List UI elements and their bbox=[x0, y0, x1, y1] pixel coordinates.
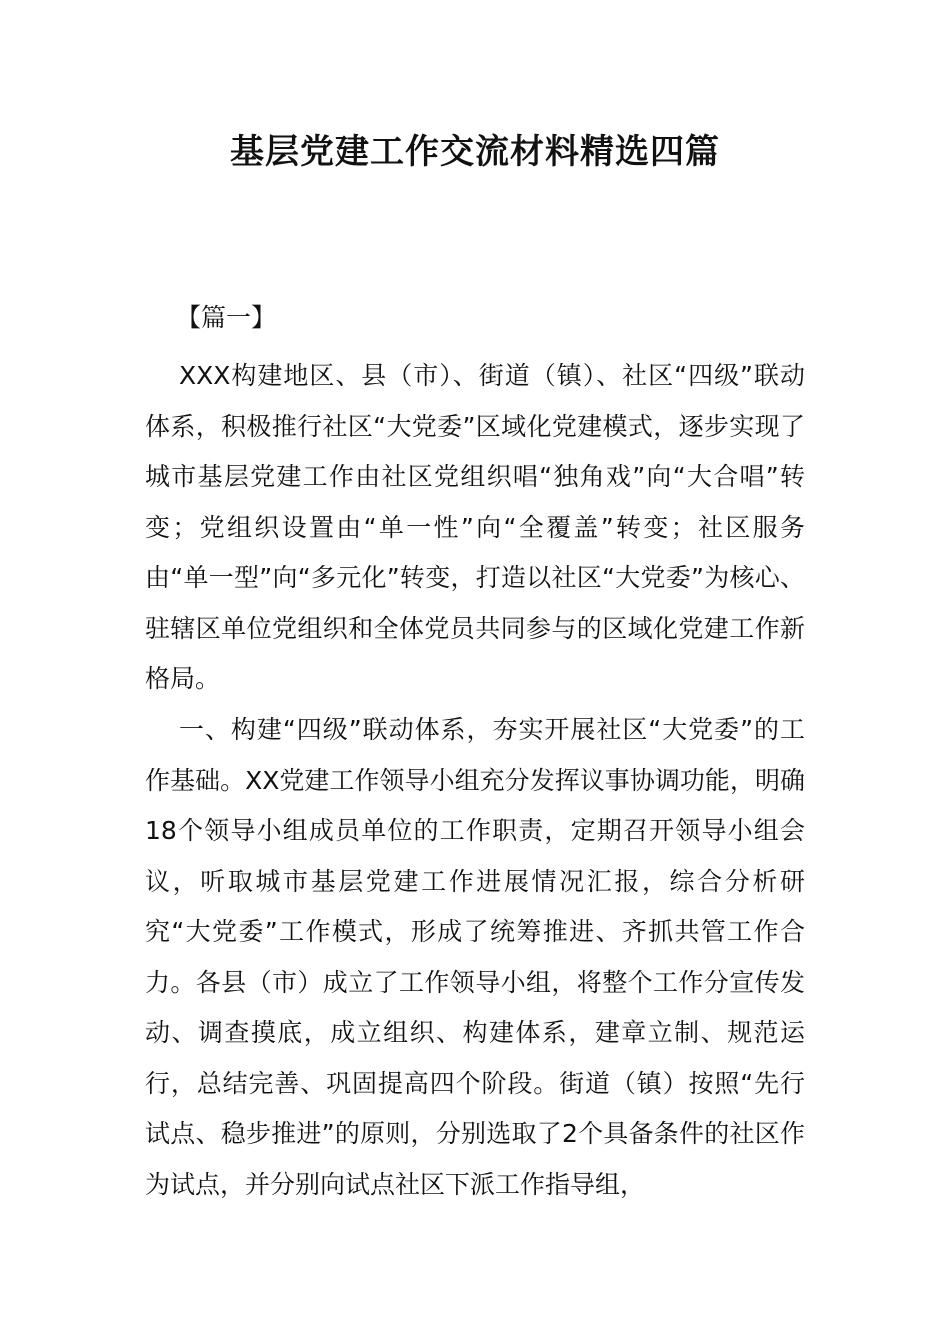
document-title: 基层党建工作交流材料精选四篇 bbox=[230, 132, 720, 172]
paragraph-intro: XXX构建地区、县（市）、街道（镇）、社区“四级”联动体系，积极推行社区“大党委”区域化党建模式，逐步实现了城市基层党建工作由社区党组织唱“独角戏”向“大合唱”转变；党组织设置由“单一性”向“全覆盖”转变；社区服务由“单一型”向“多元化”转变，打造以社区“大党委”为核心、驻辖区单位党组织和全体党员共同参与的区域化党建工作新格局。 bbox=[145, 361, 805, 693]
section-heading: 【篇一】 bbox=[176, 303, 277, 332]
paragraph-section-one: 一、构建“四级”联动体系，夯实开展社区“大党委”的工作基础。XX党建工作领导小组充分发挥议事协调功能，明确18个领导小组成员单位的工作职责，定期召开领导小组会议，听取城市基层党建工作进展情况汇报，综合分析研究“大党委”工作模式，形成了统筹推进、齐抓共管工作合力。各县（市）成立了工作领导小组，将整个工作分宣传发动、调查摸底，成立组织、构建体系，建章立制、规范运行，总结完善、巩固提高四个阶段。街道（镇）按照“先行试点、稳步推进”的原则，分别选取了2个具备条件的社区作为试点，并分别向试点社区下派工作指导组， bbox=[145, 715, 805, 1199]
